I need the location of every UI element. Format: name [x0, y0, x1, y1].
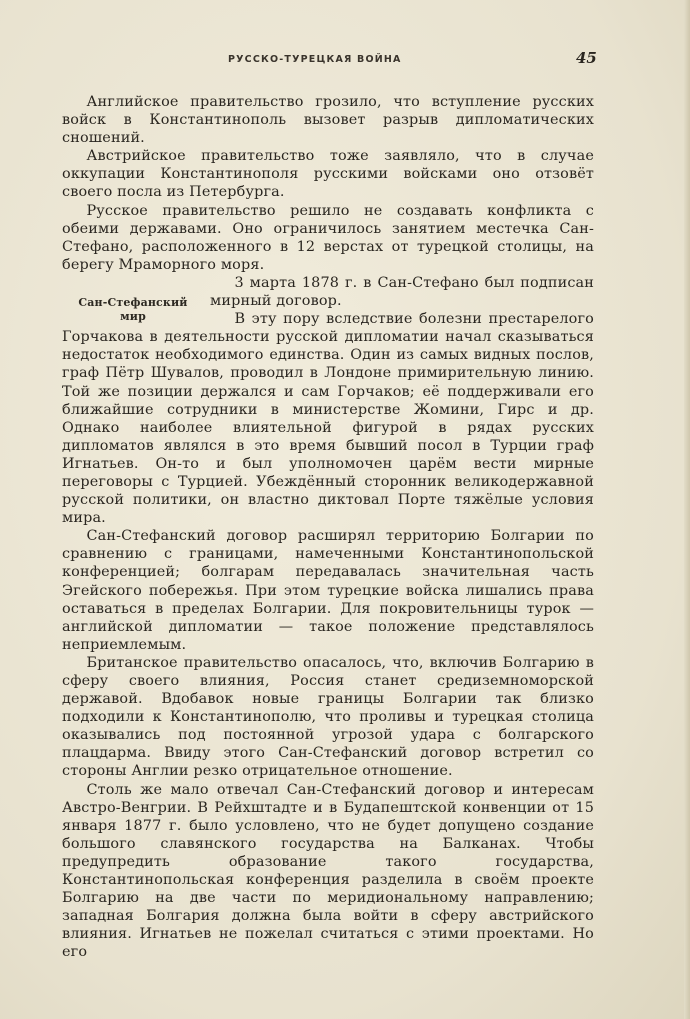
paragraph: Русское правительство решило не создавать конфликта с обеими державами. Оно ограничилось занятием местечка Сан-Стефано, расположенного в 12 верстах от турецкой столицы, на берегу Мраморного моря. [62, 202, 594, 273]
paragraph: В эту пору вследствие болезни престарелого Горчакова в деятельности русской дипломатии начал сказываться недостаток необходимого единства. Один из самых видных послов, граф Пётр Шувалов, проводил в Лондоне примирительную линию. Той же позиции держался и сам Горчаков; её поддерживали его ближайшие сотрудники в министерстве Жомини, Гирс и др. Однако наиболее влиятельной фигурой в рядах русских дипломатов являлся в это время бывший посол в Турции граф Игнатьев. Он-то и был уполномочен царём вести мирные переговоры с Турцией. Убеждённый сторонник великодержавной русской политики, он властно диктовал Порте тяжёлые условия мира. [62, 311, 594, 527]
paragraph: Британское правительство опасалось, что, включив Болгарию в сферу своего влияния, Россия станет средиземноморской державой. Вдобавок новые границы Болгарии так близко подходили к Константинополю, что проливы и турецкая столица оказывались под постоянной угрозой удара с болгарского плацдарма. Ввиду этого Сан-Стефанский договор встретил со стороны Англии резко отрицательное отношение. [62, 654, 594, 780]
running-title: РУССКО-ТУРЕЦКАЯ ВОЙНА [228, 54, 402, 65]
paragraph: 3 марта 1878 г. в Сан-Стефано был подписан мирный договор. [210, 274, 594, 310]
page-number: 45 [576, 49, 597, 67]
margin-heading-line: мир [120, 309, 146, 323]
paragraph: Столь же мало отвечал Сан-Стефанский договор и интересам Австро-Венгрии. В Рейхштадте и в Будапештской конвенции от 15 января 1877 г. было условлено, что не будет допущено создание большого славянского государства на Балканах. Чтобы предупредить образование такого государства, Константинопольская конференция разделила в своём проекте Болгарию на две части по меридиональному направлению; западная Болгария должна была войти в сферу австрийского влияния. Игнатьев не пожелал считаться с этими проектами. Но его [62, 781, 594, 961]
body-text [62, 93, 594, 962]
margin-heading [62, 296, 204, 324]
paragraph: Английское правительство грозило, что вступление русских войск в Константинополь вызовет разрыв дипломатических сношений. [62, 94, 594, 147]
margin-heading-line: Сан-Стефанский [78, 295, 188, 309]
paragraph: Сан-Стефанский договор расширял территорию Болгарии по сравнению с границами, намеченными Константинопольской конференцией; болгарам передавалась значительная часть Эгейского побережья. При этом турецкие войска лишались права оставаться в пределах Болгарии. Для покровительницы турок — английской дипломатии — такое положение представлялось неприемлемым. [62, 528, 594, 653]
paragraph: Австрийское правительство тоже заявляло, что в случае оккупации Константинополя русскими войсками оно отзовёт своего посла из Петербурга. [62, 148, 594, 201]
